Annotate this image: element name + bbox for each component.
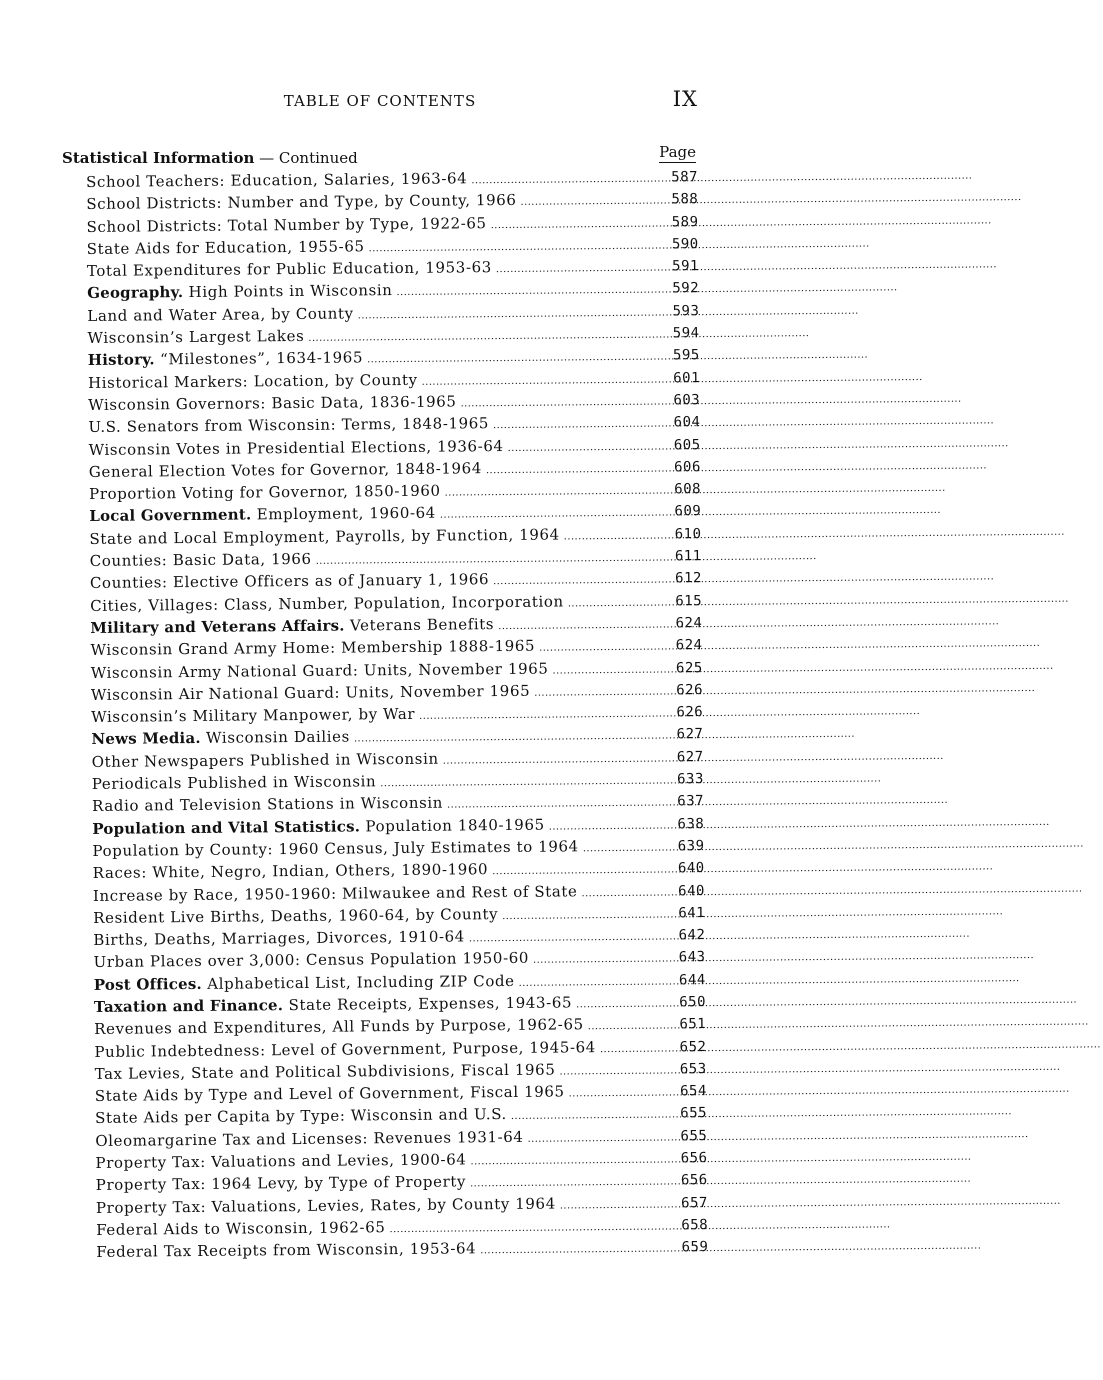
dot-leader (389, 1221, 677, 1235)
toc-entry-text (86, 214, 486, 236)
toc-entry-text (94, 1016, 584, 1039)
toc-entry-title: State Receipts, Expenses, 1943-65 (288, 993, 573, 1015)
toc-entry-text (89, 437, 504, 459)
toc-entry-text (86, 169, 467, 191)
toc-entry-text (91, 705, 415, 726)
dot-leader (470, 1177, 677, 1190)
toc-entry-title: Employment, 1960-64 (256, 504, 436, 524)
dot-leader (447, 798, 673, 811)
toc-entry-title: Wisconsin Grand Army Home: Membership 1888-1965 (90, 636, 536, 660)
dot-leader (511, 1110, 676, 1123)
toc-entry-page: 609 (674, 503, 702, 520)
toc-entry-page: 639 (677, 838, 705, 855)
toc-entry-text (89, 482, 441, 503)
dot-leader (560, 1199, 677, 1211)
dot-leader (445, 486, 671, 499)
toc-entry-text (88, 370, 418, 391)
toc-entry-text (88, 392, 456, 414)
page-number: IX (672, 87, 698, 111)
toc-entry-text (93, 860, 489, 882)
toc-entry-page: 590 (671, 236, 699, 253)
toc-entry-title: Races: White, Negro, Indian, Others, 1890-1960 (92, 860, 489, 883)
toc-entry-title: Counties: Elective Officers as of January 1, 1966 (89, 570, 490, 593)
dot-leader (564, 530, 671, 542)
toc-entry-page: 624 (675, 615, 703, 632)
dot-leader (308, 329, 669, 343)
toc-entry-text (93, 927, 465, 949)
toc-entry-title: Radio and Television Stations in Wisconsin (91, 793, 444, 816)
toc-entry-page: 657 (681, 1194, 708, 1211)
toc-entries (86, 167, 708, 1265)
toc-entry-title: Cities, Villages: Class, Number, Population, Incorporation (90, 592, 564, 615)
section-title: Statistical Information (62, 149, 255, 167)
dot-leader (559, 1065, 676, 1077)
toc-entry-subject: Taxation and Finance. (93, 996, 284, 1016)
dot-leader (533, 954, 675, 966)
toc-entry-title: Alphabetical List, Including ZIP Code (207, 971, 515, 993)
dot-leader (552, 664, 672, 676)
toc-entry-title: Population 1840-1965 (365, 815, 545, 835)
dot-leader (492, 865, 674, 878)
toc-entry-subject: Population and Vital Statistics. (92, 817, 361, 838)
section-heading (62, 143, 698, 167)
dot-leader (491, 218, 668, 231)
toc-entry-page: 652 (679, 1038, 707, 1055)
toc-entry-title: Oleomargarine Tax and Licenses: Revenues 1931-64 (95, 1127, 524, 1150)
toc-entry-page: 656 (680, 1150, 708, 1167)
toc-entry-page: 638 (677, 815, 705, 832)
toc-entry-page: 592 (672, 280, 700, 297)
toc-entry-text (89, 504, 436, 525)
toc-entry-text (95, 1128, 523, 1150)
toc-entry-title: Births, Deaths, Marriages, Divorces, 1910-64 (93, 927, 465, 950)
toc-entry-page: 641 (678, 904, 706, 922)
toc-entry-page: 601 (673, 369, 701, 387)
toc-entry-title: School Districts: Number and Type, by County, 1966 (86, 191, 517, 214)
toc-entry-text (92, 749, 439, 770)
dot-leader (396, 285, 668, 299)
toc-entry-page: 640 (678, 882, 705, 899)
toc-entry-title: “Milestones”, 1634-1965 (160, 348, 364, 369)
dot-leader (549, 820, 674, 832)
toc-entry-page: 626 (676, 681, 704, 699)
toc-entry-title: Proportion Voting for Governor, 1850-1960 (88, 481, 441, 504)
toc-entry-page: 627 (676, 748, 704, 766)
dot-leader (380, 775, 673, 789)
dot-leader (520, 196, 667, 208)
toc-entry-title: Population by County: 1960 Census, July Estimates to 1964 (92, 837, 579, 860)
dot-leader (440, 508, 671, 521)
dot-leader (576, 998, 675, 1010)
dot-leader (486, 463, 670, 476)
toc-entry-text (89, 525, 559, 548)
toc-entry-page: 605 (673, 436, 701, 453)
dot-leader (568, 597, 672, 609)
toc-entry-title: Other Newspapers Published in Wisconsin (91, 749, 439, 771)
toc-entry-title: Federal Tax Receipts from Wisconsin, 1953-64 (96, 1239, 477, 1262)
toc-entry-text (87, 304, 354, 325)
dot-leader (498, 619, 671, 632)
toc-entry-title: Urban Places over 3,000: Census Population 1950-60 (93, 949, 530, 972)
running-head (60, 87, 700, 114)
toc-entry-text (96, 1173, 466, 1195)
toc-entry-title: Wisconsin Air National Guard: Units, November 1965 (90, 681, 531, 704)
toc-entry-title: State Aids for Education, 1955-65 (86, 237, 365, 258)
toc-entry-page: 626 (676, 704, 704, 721)
toc-entry-subject: Post Offices. (93, 974, 202, 994)
dot-leader (367, 352, 669, 366)
toc-entry-text (96, 1218, 385, 1239)
toc-entry-page: 650 (679, 994, 707, 1011)
toc-entry-page: 653 (679, 1060, 707, 1078)
toc-entry-page: 655 (680, 1127, 708, 1145)
toc-entry-subject: History. (87, 350, 155, 370)
toc-entry-subject: Geography. (87, 283, 184, 303)
toc-entry-page: 587 (671, 169, 699, 186)
dot-leader (493, 419, 670, 432)
toc-entry-title: Veterans Benefits (349, 615, 495, 635)
toc-entry-title: U.S. Senators from Wisconsin: Terms, 1848-1965 (88, 414, 490, 437)
toc-entry-text (90, 615, 494, 637)
toc-entry-page: 611 (674, 548, 702, 565)
toc-entry-text (88, 414, 489, 436)
toc-entry-subject: Military and Veterans Affairs. (90, 616, 345, 637)
dot-leader (443, 753, 673, 766)
page-column-label: Page (659, 143, 696, 161)
toc-entry-page: 615 (675, 592, 703, 610)
toc-entry-text (86, 191, 516, 213)
toc-entry-page: 633 (676, 771, 704, 788)
toc-entry-text (94, 1038, 596, 1061)
toc-entry-text (90, 592, 564, 615)
dot-leader (422, 374, 670, 387)
toc-entry-page: 595 (672, 347, 700, 364)
toc-entry-text (91, 728, 350, 748)
toc-entry-subject: News Media. (91, 729, 201, 749)
toc-entry-page: 624 (675, 637, 703, 654)
toc-entry-text (88, 349, 363, 370)
dot-leader (419, 709, 672, 722)
toc-entry (96, 1237, 708, 1265)
toc-entry-page: 612 (675, 570, 702, 587)
toc-entry-title: Land and Water Area, by County (87, 304, 354, 325)
toc-entry-text (94, 972, 515, 994)
toc-entry-title: Wisconsin’s Largest Lakes (87, 326, 305, 348)
toc-entry-title: Wisconsin Governors: Basic Data, 1836-1965 (88, 392, 457, 414)
toc-entry-text (95, 1083, 565, 1106)
dot-leader (460, 396, 669, 409)
toc-entry-page: 659 (681, 1239, 709, 1256)
toc-entry-text (87, 237, 365, 258)
dot-leader (502, 909, 674, 922)
toc-entry-text (90, 637, 535, 659)
dot-leader (316, 552, 671, 566)
toc-entry-title: Periodicals Published in Wisconsin (91, 772, 377, 793)
toc-entry-page: 606 (673, 458, 701, 476)
toc-entry-text (93, 949, 529, 971)
toc-entry-title: Revenues and Expenditures, All Funds by Purpose, 1962-65 (94, 1015, 584, 1039)
section-title-line (62, 149, 358, 167)
dot-leader (493, 575, 671, 588)
toc-entry-subject: Local Government. (89, 505, 252, 526)
toc-entry-text (96, 1240, 476, 1262)
toc-entry-title: General Election Votes for Governor, 1848-1964 (88, 459, 483, 481)
toc-entry-text (91, 682, 530, 704)
toc-entry-text (92, 794, 443, 815)
toc-entry-page: 604 (673, 414, 701, 431)
dot-leader (581, 887, 674, 899)
dot-leader (469, 931, 675, 944)
toc-entry-page: 627 (676, 726, 704, 743)
toc-entry-text (89, 459, 482, 481)
toc-entry-text (92, 772, 377, 793)
toc-entry-title: State Aids per Capita by Type: Wisconsin and U.S. (94, 1105, 507, 1128)
toc-entry-title: Total Expenditures for Public Education, 1953-63 (86, 258, 492, 281)
dot-leader (583, 842, 674, 854)
toc-entry-title: Property Tax: Valuations and Levies, 1900-64 (95, 1150, 467, 1173)
dot-leader (369, 240, 668, 254)
dot-leader (480, 1244, 677, 1257)
toc-entry-title: Historical Markers: Location, by County (87, 370, 418, 392)
toc-entry-text (95, 1060, 556, 1082)
dot-leader (600, 1043, 676, 1055)
toc-entry-text (92, 837, 578, 860)
toc-entry-title: Wisconsin Votes in Presidential Elections, 1936-64 (88, 436, 504, 459)
toc-entry-text (95, 1105, 507, 1127)
toc-entry-text (87, 327, 304, 347)
dot-leader (569, 1088, 677, 1100)
toc-entry-page: 658 (681, 1217, 709, 1234)
toc-entry-text (87, 258, 492, 280)
toc-entry-text (93, 882, 578, 905)
toc-entry-text (92, 815, 545, 837)
toc-entry-page: 610 (674, 525, 702, 543)
toc-entry-page: 603 (673, 392, 701, 409)
dot-leader (358, 307, 669, 321)
toc-entry-title: Property Tax: 1964 Levy, by Type of Property (95, 1172, 467, 1195)
dot-leader (471, 173, 667, 186)
toc-entry-title: State Aids by Type and Level of Government, Fiscal 1965 (94, 1082, 565, 1106)
running-title: TABLE OF CONTENTS (283, 92, 477, 110)
toc-entry-page: 654 (679, 1083, 707, 1100)
toc-entry-title: Public Indebtedness: Level of Government, Purpose, 1945-64 (94, 1037, 596, 1061)
toc-entry-page: 594 (672, 325, 700, 342)
toc-entry-text (93, 905, 498, 927)
toc-entry-page: 637 (677, 793, 705, 810)
toc-entry-text (95, 1150, 466, 1172)
toc-entry-text (94, 993, 572, 1016)
dot-leader (354, 731, 673, 745)
toc-entry-page: 608 (674, 481, 702, 498)
toc-entry-title: Tax Levies, State and Political Subdivisions, Fiscal 1965 (94, 1060, 556, 1083)
toc-entry-page: 655 (680, 1105, 708, 1122)
toc-entry-page: 656 (680, 1172, 708, 1189)
dot-leader (534, 686, 672, 698)
toc-entry-text (87, 282, 393, 303)
toc-entry-text (91, 659, 549, 681)
toc-entry-title: Wisconsin Dailies (206, 727, 351, 748)
toc-entry-title: Increase by Race, 1950-1960: Milwaukee and Rest of State (92, 881, 578, 905)
toc-entry-title: Federal Aids to Wisconsin, 1962-65 (96, 1218, 386, 1239)
toc-entry-text (90, 570, 489, 592)
toc-entry-page: 643 (678, 949, 706, 966)
toc-entry-page: 642 (678, 927, 706, 944)
toc-entry-title: Wisconsin’s Military Manpower, by War (91, 704, 416, 727)
dot-leader (519, 976, 675, 989)
toc-entry-page: 589 (671, 213, 699, 230)
toc-entry-title: Counties: Basic Data, 1966 (89, 549, 312, 571)
toc-entry-title: High Points in Wisconsin (188, 281, 393, 302)
toc-entry-title: Wisconsin Army National Guard: Units, November 1965 (90, 659, 549, 682)
dot-leader (508, 441, 670, 454)
dot-leader (539, 642, 672, 654)
toc-entry-title: Resident Live Births, Deaths, 1960-64, by County (93, 904, 499, 927)
toc-entry-text (96, 1194, 556, 1216)
dot-leader (527, 1132, 676, 1144)
toc-entry-title: State and Local Employment, Payrolls, by Function, 1964 (89, 525, 560, 548)
toc-entry-title: Property Tax: Valuations, Levies, Rates, by County 1964 (95, 1194, 556, 1217)
toc-entry-page: 640 (677, 860, 705, 877)
toc-entry-page: 644 (678, 971, 706, 989)
toc-entry-page: 651 (679, 1016, 707, 1033)
dot-leader (496, 263, 668, 276)
section-continued: — Continued (259, 149, 358, 167)
dot-leader (588, 1021, 676, 1033)
toc-entry-title: School Teachers: Education, Salaries, 1963-64 (86, 169, 468, 191)
toc-entry-page: 588 (671, 191, 699, 208)
toc-entry-text (90, 550, 312, 570)
toc-entry-page: 625 (675, 659, 703, 676)
toc-entry-title: School Districts: Total Number by Type, 1922-65 (86, 213, 487, 236)
toc-entry-page: 591 (672, 258, 700, 275)
dot-leader (470, 1154, 676, 1167)
toc-entry-page: 593 (672, 302, 700, 320)
